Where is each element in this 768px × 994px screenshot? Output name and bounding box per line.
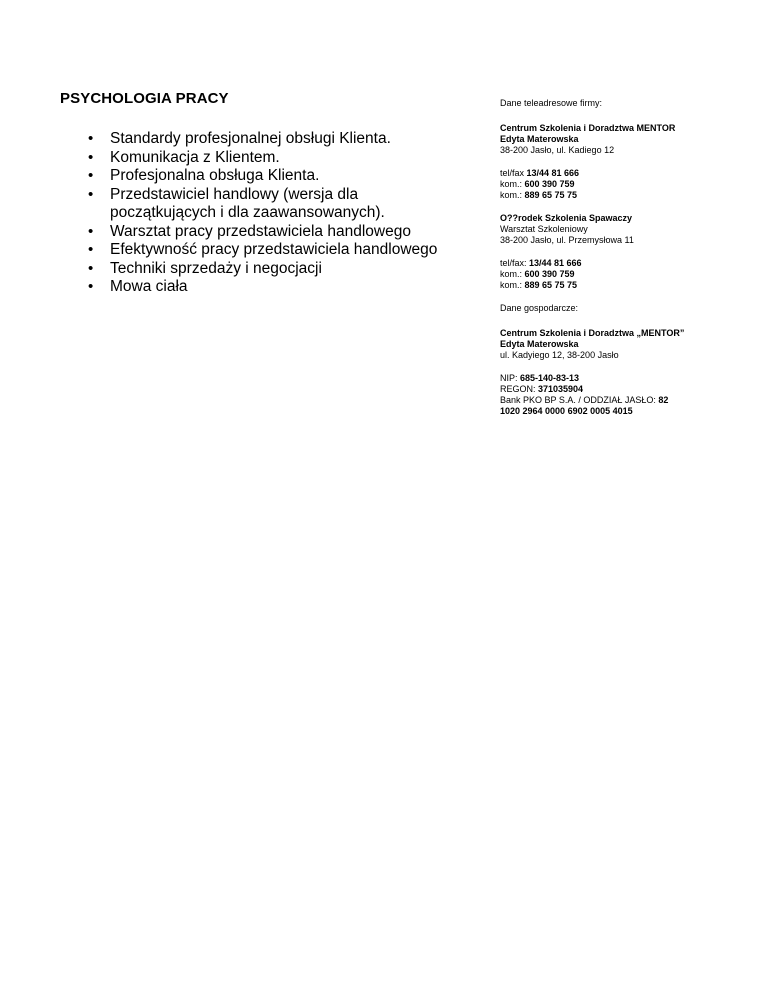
topic-text: Standardy profesjonalnej obsługi Klienta. <box>110 130 391 147</box>
mobile-number: 600 390 759 <box>524 179 575 189</box>
topic-text: Przedstawiciel handlowy (wersja dla <box>110 185 359 203</box>
bullet-icon: • <box>88 278 94 295</box>
company-mentor-contact <box>500 123 740 156</box>
company-address: ul. Kadyiego 12, 38-200 Jasło <box>500 350 619 360</box>
topic-text: Efektywność pracy przedstawiciela handlowego <box>110 241 438 258</box>
company-name: O??rodek Szkolenia Spawaczy <box>500 213 633 223</box>
bullet-icon: • <box>88 185 94 203</box>
mobile-label: kom.: <box>500 179 525 189</box>
nip-value: 685-140-83-13 <box>520 373 580 383</box>
nip-line <box>500 373 740 384</box>
list-item <box>60 260 460 279</box>
contact-person: Edyta Materowska <box>500 339 579 349</box>
business-company-info <box>500 328 740 361</box>
company-info-sidebar <box>500 98 740 429</box>
bullet-icon: • <box>88 222 94 240</box>
company-name: Centrum Szkolenia i Doradztwa „MENTOR” <box>500 328 685 338</box>
list-item <box>60 241 460 260</box>
contact-person: Edyta Materowska <box>500 134 579 144</box>
welding-center-contact <box>500 213 740 246</box>
topic-text: Warsztat pracy przedstawiciela handlowego <box>110 222 411 240</box>
list-item <box>60 223 460 242</box>
mobile-label: kom.: <box>500 269 525 279</box>
telfax-label: tel/fax <box>500 168 527 178</box>
mobile-line <box>500 179 740 190</box>
bullet-icon: • <box>88 167 94 184</box>
mobile-line <box>500 190 740 201</box>
company-address: 38-200 Jasło, ul. Kadiego 12 <box>500 145 615 155</box>
list-item <box>60 186 460 223</box>
topic-text: Techniki sprzedaży i negocjacji <box>110 259 322 277</box>
mobile-number: 889 65 75 75 <box>524 190 578 200</box>
topic-text: Mowa ciała <box>110 278 188 295</box>
nip-label: NIP: <box>500 373 521 383</box>
phone-numbers-mentor <box>500 168 740 201</box>
training-topics-section <box>60 90 460 297</box>
mobile-line <box>500 280 740 291</box>
phone-numbers-welding <box>500 258 740 291</box>
bullet-icon: • <box>88 241 94 258</box>
list-item <box>60 167 460 186</box>
bank-account-number: 1020 2964 0000 6902 0005 4015 <box>500 406 633 416</box>
business-identifiers <box>500 373 740 417</box>
telfax-number: 13/44 81 666 <box>526 168 580 178</box>
topic-list <box>60 130 460 297</box>
company-name: Centrum Szkolenia i Doradztwa MENTOR <box>500 123 676 133</box>
mobile-label: kom.: <box>500 280 525 290</box>
telfax-line <box>500 258 740 269</box>
company-address: 38-200 Jasło, ul. Przemysłowa 11 <box>500 235 634 245</box>
telfax-line <box>500 168 740 179</box>
list-item <box>60 130 460 149</box>
topic-text: Profesjonalna obsługa Klienta. <box>110 167 320 184</box>
regon-label: REGON: <box>500 384 539 394</box>
mobile-number: 889 65 75 75 <box>524 280 578 290</box>
telfax-label: tel/fax: <box>500 258 530 268</box>
business-header: Dane gospodarcze: <box>500 303 579 313</box>
regon-value: 371035904 <box>538 384 584 394</box>
bank-account-start: 82 <box>658 395 669 405</box>
topic-text: Komunikacja z Klientem. <box>110 148 280 166</box>
telfax-number: 13/44 81 666 <box>529 258 582 268</box>
company-subtitle: Warsztat Szkoleniowy <box>500 224 588 234</box>
bank-line <box>500 395 740 406</box>
regon-line <box>500 384 740 395</box>
mobile-line <box>500 269 740 280</box>
bank-label: Bank PKO BP S.A. / ODDZIAŁ JASŁO: <box>500 395 659 405</box>
section-heading: PSYCHOLOGIA PRACY <box>60 90 229 107</box>
bullet-icon: • <box>88 148 94 166</box>
topic-text-continued: początkujących i dla zaawansowanych). <box>110 204 385 221</box>
mobile-label: kom.: <box>500 190 525 200</box>
bullet-icon: • <box>88 130 94 147</box>
list-item <box>60 278 460 297</box>
list-item <box>60 149 460 168</box>
contact-header: Dane teleadresowe firmy: <box>500 98 603 108</box>
mobile-number: 600 390 759 <box>524 269 575 279</box>
bullet-icon: • <box>88 259 94 277</box>
